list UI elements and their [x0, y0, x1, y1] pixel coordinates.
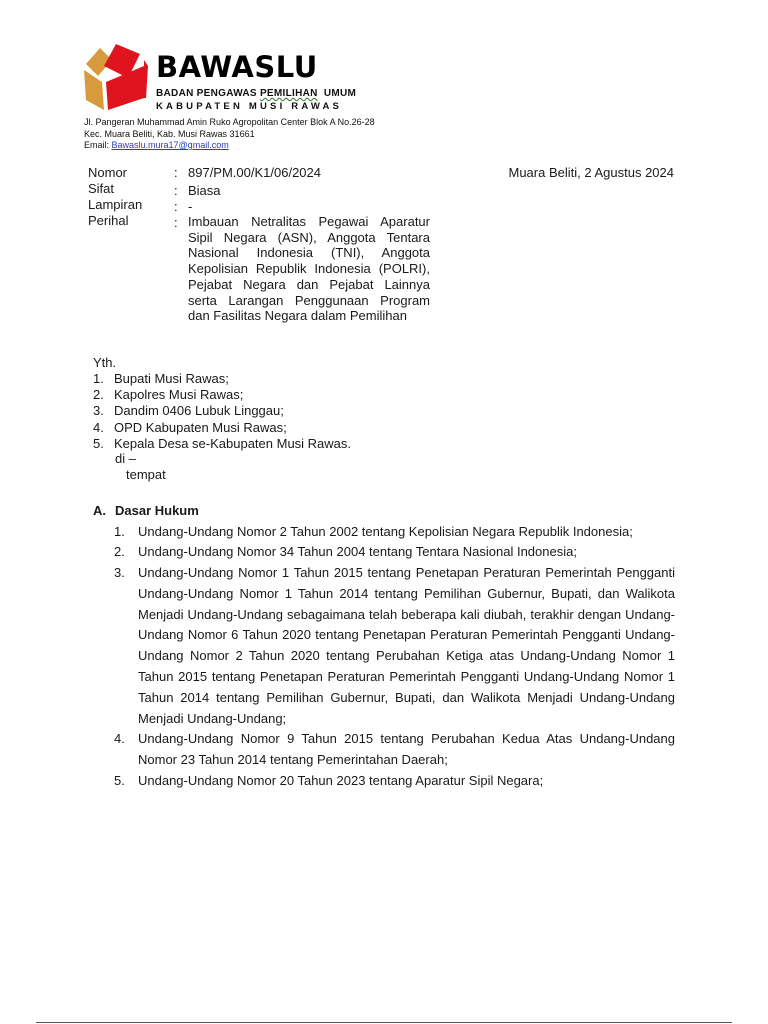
list-number: 1.: [114, 524, 125, 539]
list-number: 2.: [114, 544, 125, 559]
tempat-line: tempat: [126, 467, 166, 482]
list-text: Undang-Undang Nomor 20 Tahun 2023 tentang Aparatur Sipil Negara;: [138, 773, 544, 788]
sifat-label: Sifat: [88, 181, 115, 196]
sifat-value: Biasa: [188, 183, 221, 198]
list-item: [114, 542, 675, 563]
list-text: OPD Kabupaten Musi Rawas;: [114, 419, 287, 435]
list-item: [114, 771, 675, 792]
salutation: Yth.: [93, 355, 117, 370]
list-number: 4.: [114, 731, 125, 746]
list-text: Undang-Undang Nomor 9 Tahun 2015 tentang Perubahan Kedua Atas Undang-Undang Nomor 23 Tahun 2014 tentang Pemerintahan Daerah;: [138, 731, 675, 767]
perihal-colon: :: [174, 215, 178, 230]
list-number: 5.: [114, 773, 125, 788]
lampiran-label: Lampiran: [88, 197, 143, 212]
list-text: Kepala Desa se-Kabupaten Musi Rawas.: [114, 435, 352, 451]
perihal-label: Perihal: [88, 213, 129, 228]
nomor-label: Nomor: [88, 165, 128, 180]
brand-name: BAWASLU: [156, 50, 318, 84]
list-text: Undang-Undang Nomor 2 Tahun 2002 tentang Kepolisian Negara Republik Indonesia;: [138, 524, 633, 539]
section-heading: Dasar Hukum: [115, 503, 199, 518]
nomor-value: 897/PM.00/K1/06/2024: [188, 165, 321, 180]
list-item: [93, 371, 351, 387]
list-text: Kapolres Musi Rawas;: [114, 387, 244, 403]
sifat-colon: :: [174, 183, 178, 198]
address-line-1: Jl. Pangeran Muhammad Amin Ruko Agropolitan Center Blok A No.26-28: [84, 117, 375, 127]
nomor-colon: :: [174, 165, 178, 180]
list-text: Undang-Undang Nomor 34 Tahun 2004 tentang Tentara Nasional Indonesia;: [138, 544, 577, 559]
list-text: Dandim 0406 Lubuk Linggau;: [114, 403, 284, 419]
list-number: 1.: [93, 371, 104, 386]
di-line: di –: [115, 451, 136, 466]
perihal-value: Imbauan Netralitas Pegawai Aparatur Sipil Negara (ASN), Anggota Tentara Nasional Indonesia (TNI), Anggota Kepolisian Republik Indonesia (POLRI), Pejabat Negara dan Pejabat Lainnya serta Larangan Penggunaan Program dan Fasilitas Negara dalam Pemilihan: [188, 214, 430, 324]
list-number: 5.: [93, 435, 104, 451]
email-label: Email:: [84, 140, 112, 150]
email-line: [84, 139, 229, 151]
lampiran-value: -: [188, 199, 193, 214]
lampiran-colon: :: [174, 199, 178, 214]
bawaslu-logo-icon: [82, 44, 148, 112]
list-item: [114, 522, 675, 543]
letter-date: Muara Beliti, 2 Agustus 2024: [508, 165, 674, 180]
section-letter: A.: [93, 503, 106, 518]
agency-prefix: BADAN PENGAWAS: [156, 88, 260, 99]
list-text: Bupati Musi Rawas;: [114, 371, 229, 386]
list-text: Undang-Undang Nomor 1 Tahun 2015 tentang Penetapan Peraturan Pemerintah Pengganti Undang-Undang Nomor 1 Tahun 2014 tentang Pemilihan Gubernur, Bupati, dan Walikota Menjadi Undang-Undang sebagaimana telah beberapa kali diubah, terakhir dengan Undang-Undang Nomor 6 Tahun 2020 tentang Penetapan Peraturan Pemerintah Pengganti Undang-Undang Nomor 2 Tahun 2020 tentang Perubahan Ketiga atas Undang-Undang Nomor 1 Tahun 2015 tentang Penetapan Peraturan Pemerintah Pengganti Undang-Undang Nomor 1 Tahun 2014 tentang Pemilihan Gubernur, Bupati, dan Walikota Menjadi Undang-Undang Menjadi Undang-Undang;: [138, 565, 675, 726]
recipient-list: [93, 371, 351, 452]
list-number: 4.: [93, 419, 104, 435]
district-name: KABUPATEN MUSI RAWAS: [156, 101, 343, 112]
section-title: [93, 503, 199, 518]
list-item: [93, 436, 351, 452]
list-item: [93, 420, 351, 436]
list-item: [114, 729, 675, 771]
address-line-2: Kec. Muara Beliti, Kab. Musi Rawas 31661: [84, 129, 255, 139]
list-number: 3.: [114, 565, 125, 580]
list-item: [93, 387, 351, 403]
list-item: [93, 403, 351, 419]
list-number: 3.: [93, 403, 104, 419]
list-number: 2.: [93, 387, 104, 403]
agency-suffix: UMUM: [317, 88, 357, 99]
agency-name: [156, 88, 356, 99]
agency-squiggle-word: PEMILIHAN: [259, 88, 318, 99]
email-link[interactable]: Bawaslu.mura17@gmail.com: [111, 140, 229, 150]
footer-divider: [36, 1022, 732, 1023]
list-item: [114, 563, 675, 729]
